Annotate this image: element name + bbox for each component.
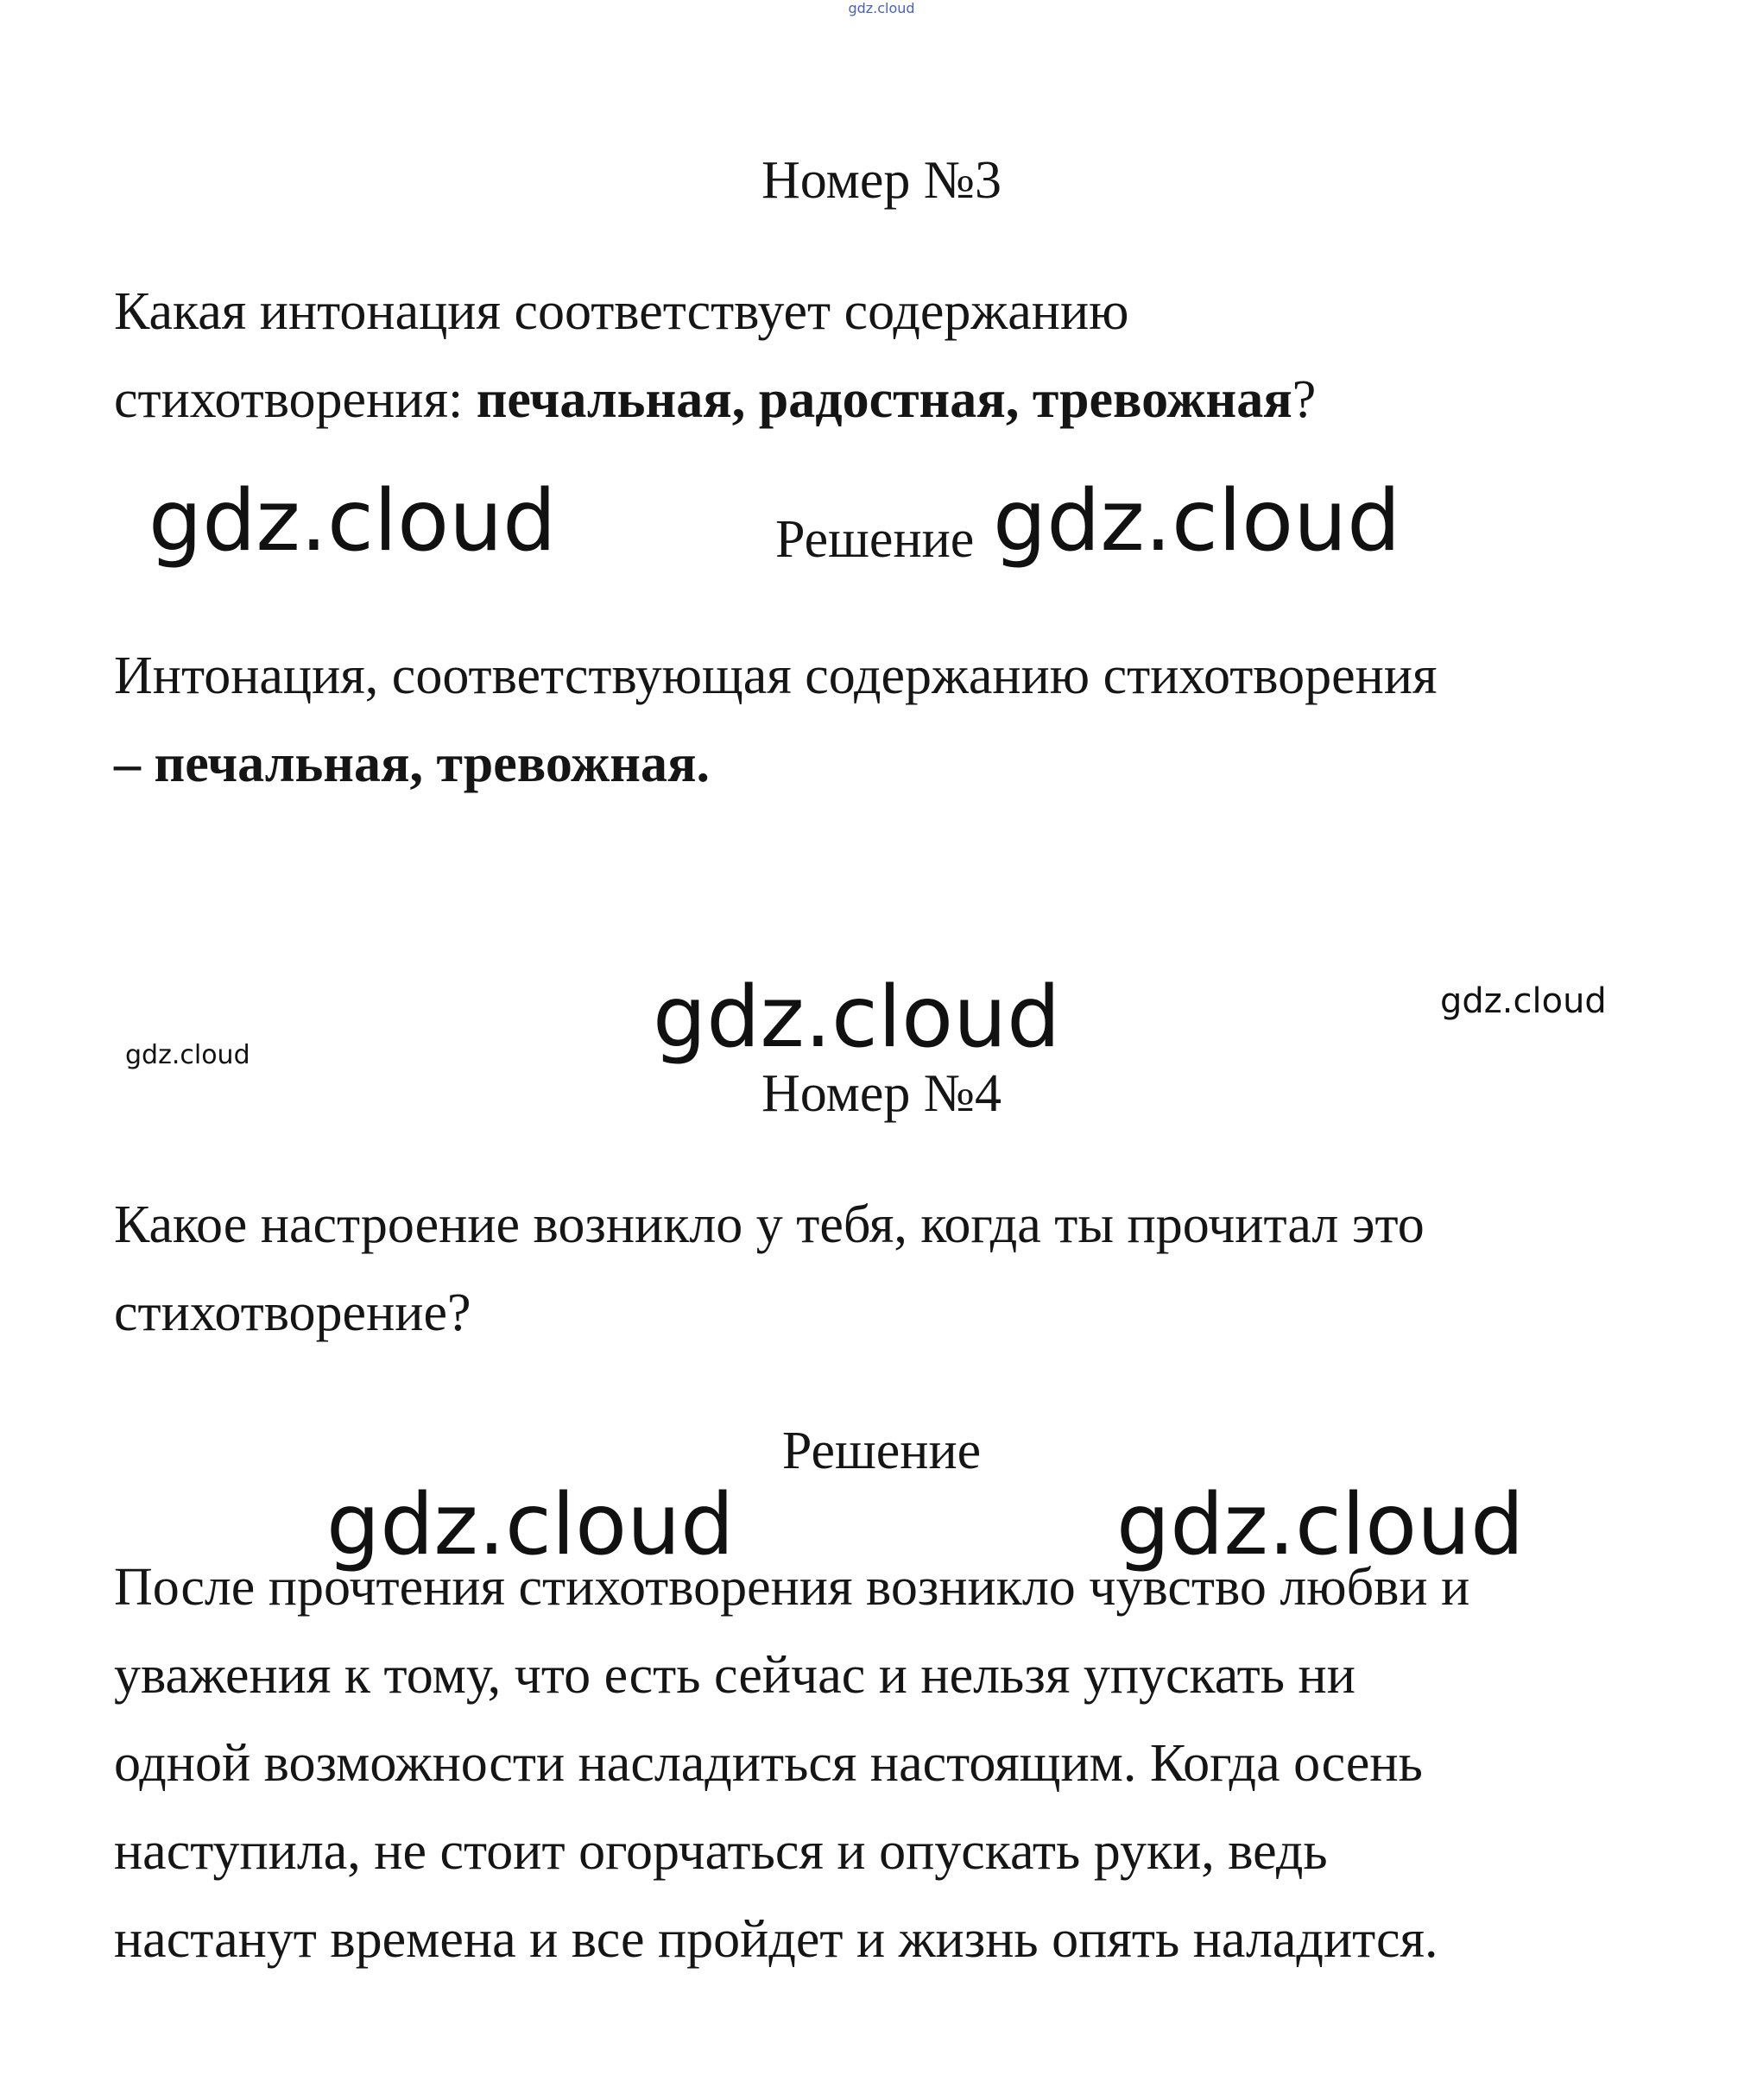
task4-answer-line: настанут времена и все пройдет и жизнь опять наладится.	[114, 1910, 1438, 1969]
watermark: gdz.cloud	[1440, 981, 1607, 1021]
task3-question-prefix: стихотворения:	[114, 370, 477, 429]
task4-question-line1: Какое настроение возникло у тебя, когда ты прочитал это	[114, 1195, 1425, 1254]
task4-question-line2: стихотворение?	[114, 1283, 471, 1342]
task4-answer	[114, 1543, 1668, 1983]
watermark-top: gdz.cloud	[848, 0, 915, 16]
watermark: gdz.cloud	[653, 968, 1061, 1067]
watermark: gdz.cloud	[125, 1040, 250, 1070]
task4-solution-label: Решение	[781, 1422, 982, 1480]
task3-question-line1: Какая интонация соответствует содержанию	[114, 282, 1129, 341]
task3-question-suffix: ?	[1292, 370, 1317, 429]
task3-solution-label: Решение	[775, 510, 975, 569]
watermark: gdz.cloud	[148, 472, 557, 571]
task4-answer-line: уважения к тому, что есть сейчас и нельзя упускать ни	[114, 1646, 1355, 1705]
task3-heading: Номер №3	[761, 151, 1002, 210]
task3-answer-line2: – печальная, тревожная.	[114, 735, 710, 793]
watermark: gdz.cloud	[1116, 1476, 1525, 1574]
task3-question	[114, 268, 1668, 444]
task3-answer	[114, 632, 1668, 808]
task4-answer-line: одной возможности насладиться настоящим. Когда осень	[114, 1734, 1423, 1793]
task3-question-line2	[114, 356, 1668, 444]
task4-heading: Номер №4	[761, 1064, 1002, 1123]
task3-answer-line1: Интонация, соответствующая содержанию стихотворения	[114, 646, 1438, 705]
watermark: gdz.cloud	[993, 472, 1401, 571]
task4-question	[114, 1181, 1668, 1357]
task4-answer-line: После прочтения стихотворения возникло чувство любви и	[114, 1558, 1470, 1617]
task3-question-options: печальная, радостная, тревожная	[476, 370, 1292, 429]
task4-answer-line: наступила, не стоит огорчаться и опускать руки, ведь	[114, 1822, 1328, 1881]
watermark: gdz.cloud	[326, 1476, 735, 1574]
